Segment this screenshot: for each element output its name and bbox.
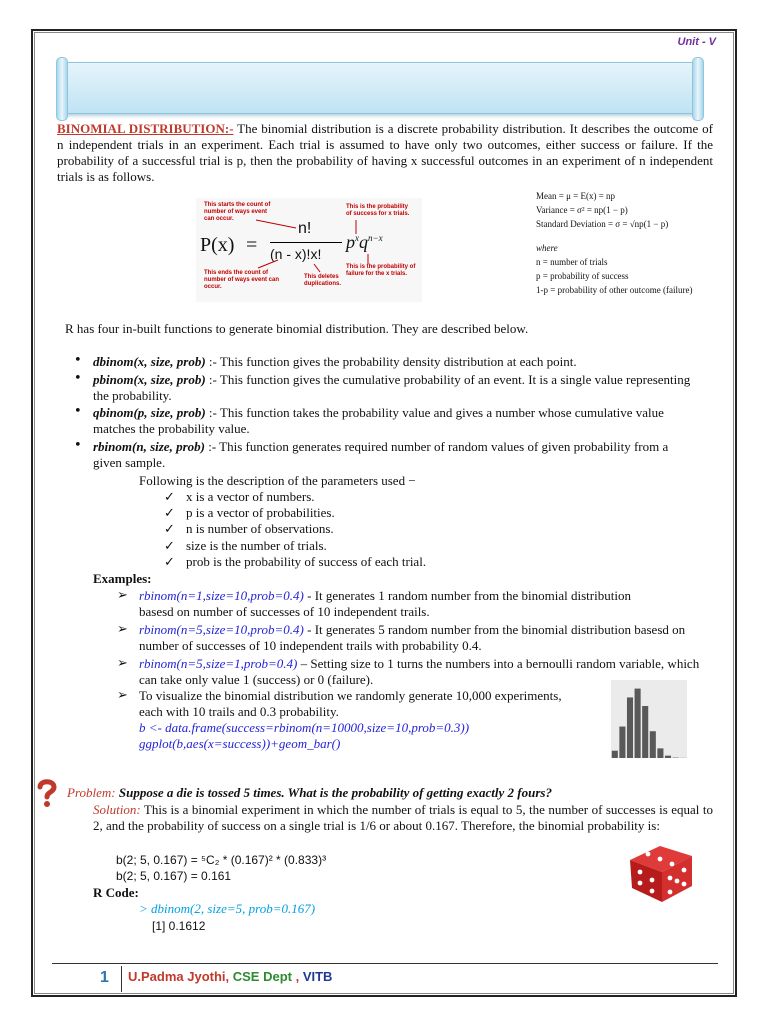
param-check-icon: ✓ (164, 554, 175, 569)
annotation-bottom-mid: This deletes duplications. (304, 274, 342, 287)
annotation-arrows (196, 198, 422, 302)
solution-paragraph: Solution: This is a binomial experiment in which the number of trials is equal to 5, the number of successes is equal to 2, and the probability of success on a single trial is 1/6 or about 0.167. Therefore, the binomial probability is: (93, 802, 713, 833)
arrow-bullet-icon: ➢ (117, 621, 128, 636)
param-item: prob is the probability of success of each trial. (186, 554, 427, 569)
annotation-bottom-left: This ends the count of number of ways event can occur. (204, 270, 280, 290)
annotation-top-left: This starts the count of number of ways event can occur. (204, 202, 271, 222)
stat-n-def: n = number of trials (536, 257, 608, 267)
rcode-output: [1] 0.1612 (152, 919, 206, 933)
histogram-bar (619, 727, 625, 758)
page-number: 1 (100, 969, 109, 986)
intro-text: The binomial distribution is a discrete probability distribution. It describes the outcome of n independent trials in an experiment. Each trial is assumed to have only two outcomes, either success or failure. If the probability of a successful trial is p, then the probability of having x successful outcomes in an experiment of n independent trials is as follows. (57, 121, 713, 184)
param-check-icon: ✓ (164, 505, 175, 520)
footer-credit: U.Padma Jyothi, CSE Dept , VITB (128, 969, 333, 984)
formula-equals: = (246, 234, 258, 256)
footer-divider (52, 963, 718, 964)
example-item: rbinom(n=5,size=1,prob=0.4) – Setting size to 1 turns the numbers into a bernoulli random variable, which can take only value 1 (success) or 0 (failure). (139, 656, 700, 687)
stat-sd: Standard Deviation = σ = √np(1 − p) (536, 219, 669, 229)
intro-paragraph (57, 121, 713, 185)
binomial-formula-figure (196, 198, 422, 302)
rcode-label: R Code: (93, 885, 139, 900)
histogram-bar (657, 748, 663, 758)
stat-where: where (536, 243, 558, 253)
example-item: rbinom(n=5,size=10,prob=0.4) - It generates 5 random number from the binomial distribution basesd on number of successes of 10 independent trails with probability 0.4. (139, 622, 686, 653)
param-item: n is number of observations. (186, 521, 334, 536)
histogram-bar (612, 751, 618, 758)
code-line: ggplot(b,aes(x=success))+geom_bar() (139, 736, 341, 751)
dice-icon (622, 838, 700, 906)
formula-pq: $p^xq^{n-x}$ (346, 232, 383, 252)
param-check-icon: ✓ (164, 489, 175, 504)
annotation-bottom-right: This is the probability of failure for the x trials. (346, 264, 416, 277)
functions-intro: R has four in-built functions to generate binomial distribution. They are described below. (65, 321, 529, 336)
arrow-bullet-icon: ➢ (117, 587, 128, 602)
examples-label: Examples: (93, 571, 152, 586)
example-item: To visualize the binomial distribution we randomly generate 10,000 experiments, each with 10 trails and 0.3 probability. (139, 688, 562, 719)
stat-p-def: p = probability of success (536, 271, 629, 281)
title-banner (60, 62, 700, 114)
stat-variance: Variance = σ² = np(1 − p) (536, 205, 628, 215)
bullet-dot: • (74, 371, 82, 386)
arrow-bullet-icon: ➢ (117, 655, 128, 670)
param-item: size is the number of trials. (186, 538, 327, 553)
problem-icon (36, 778, 58, 808)
histogram-bar (635, 689, 641, 758)
rcode-line: > dbinom(2, size=5, prob=0.167) (139, 901, 316, 916)
binomial-bar-chart (603, 676, 691, 768)
equation-line: b(2; 5, 0.167) = ⁵C₂ * (0.167)² * (0.833)³ (116, 853, 327, 867)
formula-denominator: (n - x)!x! (270, 246, 322, 262)
function-item: pbinom(x, size, prob) :- This function gives the cumulative probability of an event. It is a single value representing the probability. (93, 372, 691, 403)
stat-mean: Mean = μ = E(x) = np (536, 191, 616, 201)
histogram-bar (627, 697, 633, 758)
function-item: dbinom(x, size, prob) :- This function gives the probability density distribution at each point. (93, 354, 577, 369)
param-check-icon: ✓ (164, 538, 175, 553)
param-item: x is a vector of numbers. (186, 489, 315, 504)
section-heading: BINOMIAL DISTRIBUTION:- (57, 121, 234, 136)
problem-statement: Problem: Suppose a die is tossed 5 times. What is the probability of getting exactly 2 fours? (67, 785, 552, 800)
bullet-dot: • (74, 353, 82, 368)
example-item: rbinom(n=1,size=10,prob=0.4) - It generates 1 random number from the binomial distribution basesd on number of successes of 10 independent trails. (139, 588, 631, 619)
histogram-bar (650, 731, 656, 758)
code-line: b <- data.frame(success=rbinom(n=10000,size=10,prob=0.3)) (139, 720, 470, 735)
bullet-dot: • (74, 438, 82, 453)
formula-numerator: n! (298, 220, 312, 237)
unit-label: Unit - V (677, 36, 716, 48)
stat-q-def: 1-p = probability of other outcome (failure) (536, 285, 693, 295)
stats-definitions (536, 190, 716, 296)
bullet-dot: • (74, 404, 82, 419)
histogram-bar (642, 706, 648, 758)
annotation-top-right: This is the probability of success for x trials. (346, 204, 410, 217)
formula-lhs: P(x) (200, 234, 235, 256)
param-check-icon: ✓ (164, 521, 175, 536)
arrow-bullet-icon: ➢ (117, 687, 128, 702)
function-item: rbinom(n, size, prob) :- This function generates required number of random values of given probability from a given sample. (93, 439, 669, 470)
histogram-bar (665, 756, 671, 758)
footer-separator (121, 966, 122, 992)
param-item: p is a vector of probabilities. (186, 505, 335, 520)
function-item: qbinom(p, size, prob) :- This function takes the probability value and gives a number whose cumulative value matches the probability value. (93, 405, 664, 436)
equation-line: b(2; 5, 0.167) = 0.161 (116, 869, 232, 883)
params-intro: Following is the description of the parameters used − (139, 473, 416, 488)
